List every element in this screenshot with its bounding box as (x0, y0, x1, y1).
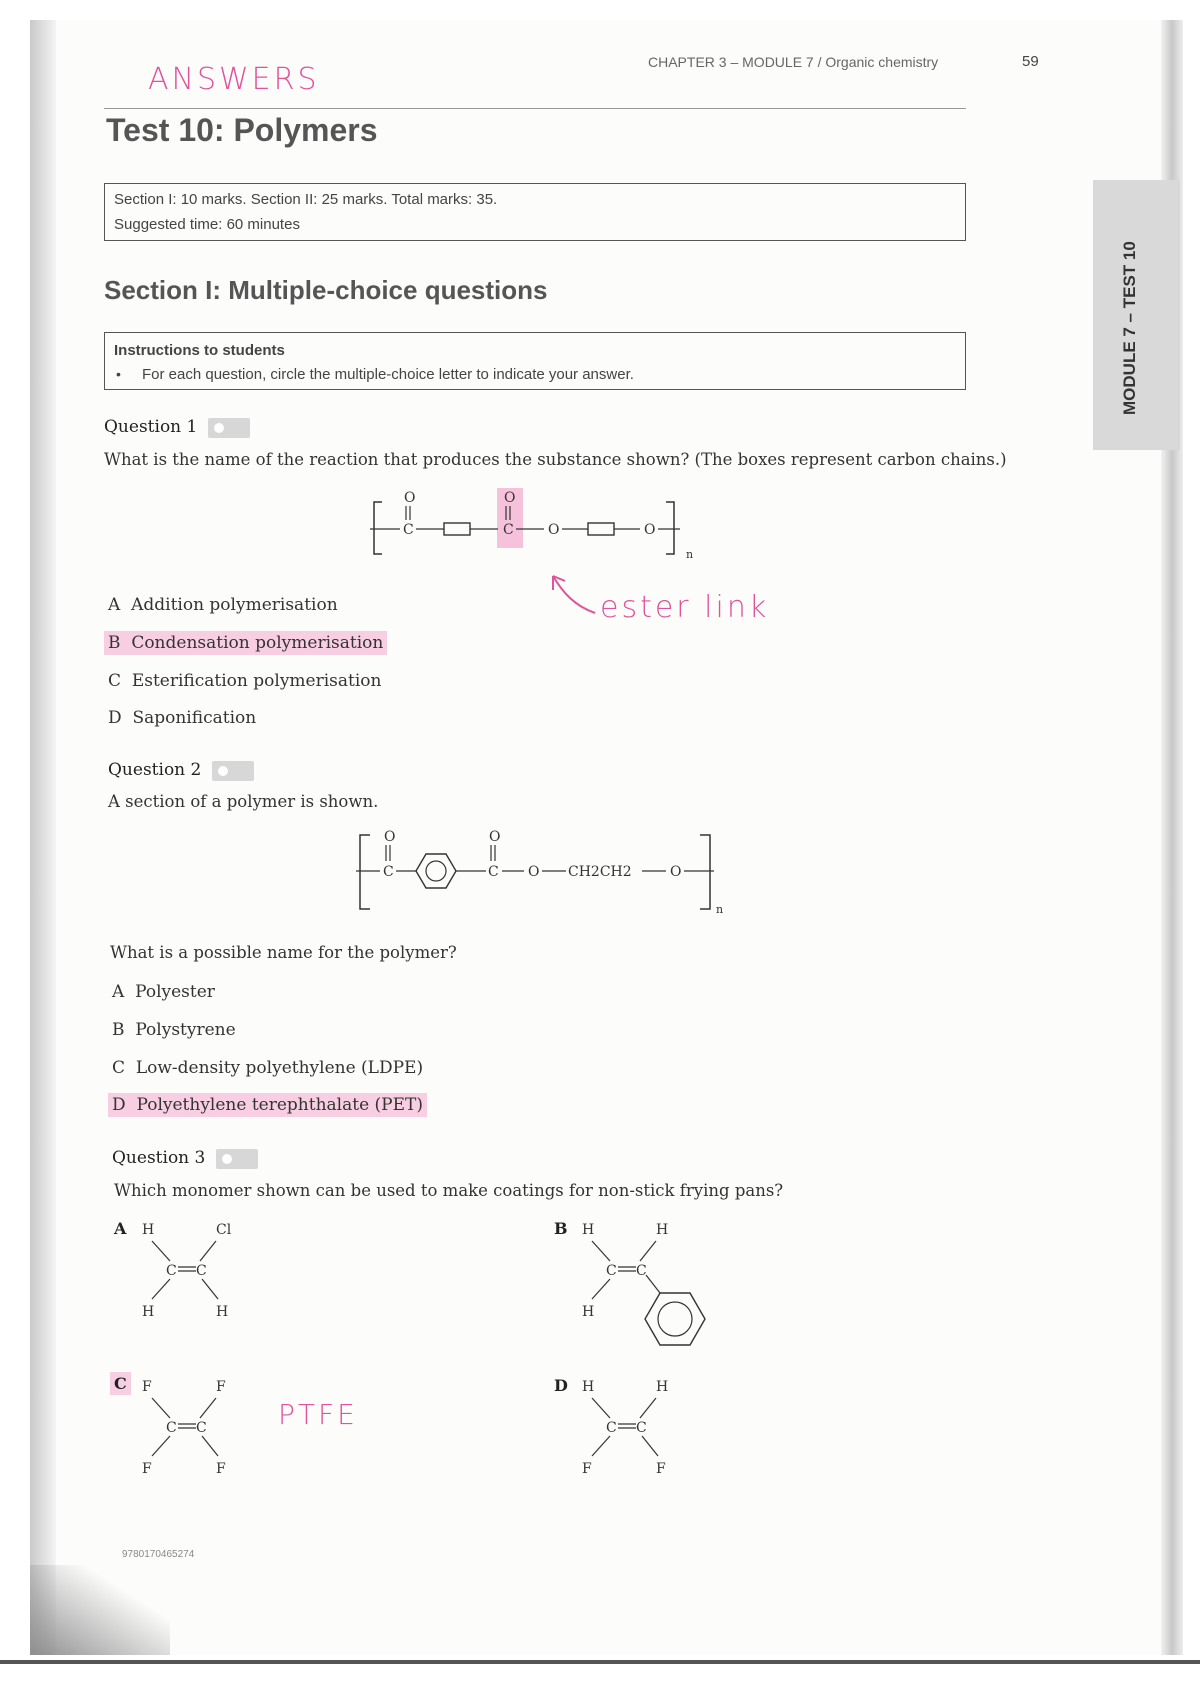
svg-text:H: H (582, 1304, 595, 1320)
q1-n: n (686, 548, 694, 561)
q2-question: What is a possible name for the polymer? (110, 943, 457, 962)
handwritten-answers: ANSWERS (148, 62, 320, 97)
svg-text:C: C (636, 1420, 647, 1436)
chain-box-1 (444, 523, 470, 535)
q2-ch2ch2: CH2CH2 (568, 864, 632, 880)
q2-c1: C (383, 864, 394, 880)
q1-label: Question 1 (104, 417, 198, 437)
q2-text: A section of a polymer is shown. (108, 792, 379, 811)
q2-n: n (716, 903, 724, 916)
q2-o3: O (528, 864, 540, 880)
header-rule (104, 108, 966, 109)
q3-option-b[interactable]: B H H C C H (550, 1215, 740, 1355)
instructions-title: Instructions to students (114, 342, 285, 359)
q3-d-structure (570, 1372, 690, 1482)
q1-option-c[interactable]: C Esterification polymerisation (108, 671, 382, 691)
svg-text:H: H (656, 1222, 669, 1238)
q3-option-d[interactable]: D H H C C F F (550, 1372, 690, 1482)
chain-box-2 (588, 523, 614, 535)
svg-text:F: F (582, 1461, 592, 1477)
q3-b-structure (570, 1215, 740, 1355)
q2-tag (212, 761, 254, 781)
q3-label: Question 3 (112, 1148, 206, 1168)
bracket-right (666, 502, 674, 554)
q2-c2: C (488, 864, 499, 880)
q2-option-b[interactable]: B Polystyrene (112, 1020, 236, 1040)
bracket-left (360, 835, 370, 909)
q1-text: What is the name of the reaction that produces the substance shown? (The boxes represent carbon chains.) (104, 450, 1007, 469)
q3-option-c[interactable]: C F F C C F F (110, 1372, 250, 1482)
side-tab-label: MODULE 7 – TEST 10 (1120, 241, 1139, 415)
q3-text: Which monomer shown can be used to make coatings for non-stick frying pans? (114, 1181, 784, 1200)
svg-text:H: H (582, 1222, 595, 1238)
bracket-right (700, 835, 710, 909)
benzene-ring-icon (416, 854, 456, 888)
svg-text:C: C (196, 1263, 207, 1279)
q1-o3: O (548, 522, 560, 538)
svg-text:Cl: Cl (216, 1222, 232, 1238)
q2-o2: O (489, 829, 501, 845)
svg-text:C: C (606, 1420, 617, 1436)
marks-line: Section I: 10 marks. Section II: 25 marks. Total marks: 35. (114, 191, 498, 208)
q1-c2: C (503, 522, 514, 538)
scan-bottom-edge (0, 1660, 1200, 1664)
q2-option-a[interactable]: A Polyester (112, 982, 215, 1002)
q2-option-d[interactable]: D Polyethylene terephthalate (PET) (108, 1093, 427, 1117)
page-number: 59 (1022, 53, 1039, 70)
isbn-footer: 9780170465274 (122, 1549, 195, 1560)
svg-text:F: F (142, 1379, 152, 1395)
q1-o2: O (504, 490, 516, 506)
time-line: Suggested time: 60 minutes (114, 216, 300, 233)
q2-structure (356, 825, 736, 919)
q3-a-structure (130, 1215, 250, 1325)
q1-tag (208, 418, 250, 438)
q2-o4: O (670, 864, 682, 880)
ester-link-annotation: ester link (600, 590, 770, 625)
svg-text:H: H (656, 1379, 669, 1395)
ptfe-annotation: PTFE (278, 1398, 358, 1431)
q3-c-structure (130, 1372, 250, 1482)
q1-c1: C (403, 522, 414, 538)
q3-tag (216, 1149, 258, 1169)
svg-text:C: C (166, 1263, 177, 1279)
bullet-icon: • (116, 366, 121, 382)
q1-o4: O (644, 522, 656, 538)
q1-structure (370, 488, 710, 568)
svg-text:C: C (606, 1263, 617, 1279)
svg-text:F: F (216, 1379, 226, 1395)
phenyl-ring-icon (645, 1293, 705, 1345)
q3-option-a[interactable]: A H Cl C C H H (110, 1215, 250, 1325)
q2-label: Question 2 (108, 760, 202, 780)
q1-o1: O (404, 490, 416, 506)
svg-text:C: C (196, 1420, 207, 1436)
ester-link-arrow (545, 568, 605, 620)
q1-option-a[interactable]: A Addition polymerisation (108, 595, 338, 615)
svg-text:F: F (216, 1461, 226, 1477)
svg-text:H: H (216, 1304, 229, 1320)
svg-text:C: C (636, 1263, 647, 1279)
svg-text:F: F (142, 1461, 152, 1477)
section-heading: Section I: Multiple-choice questions (104, 275, 548, 305)
svg-text:H: H (582, 1379, 595, 1395)
bracket-left (374, 502, 382, 554)
q2-o1: O (384, 829, 396, 845)
instruction-text: For each question, circle the multiple-choice letter to indicate your answer. (142, 366, 634, 383)
svg-text:C: C (166, 1420, 177, 1436)
svg-text:H: H (142, 1222, 155, 1238)
q2-option-c[interactable]: C Low-density polyethylene (LDPE) (112, 1058, 424, 1078)
svg-text:F: F (656, 1461, 666, 1477)
chapter-running-head: CHAPTER 3 – MODULE 7 / Organic chemistry (648, 54, 939, 70)
svg-text:H: H (142, 1304, 155, 1320)
q1-option-d[interactable]: D Saponification (108, 708, 257, 728)
page-title: Test 10: Polymers (106, 112, 378, 148)
q1-option-b[interactable]: B Condensation polymerisation (104, 631, 387, 655)
